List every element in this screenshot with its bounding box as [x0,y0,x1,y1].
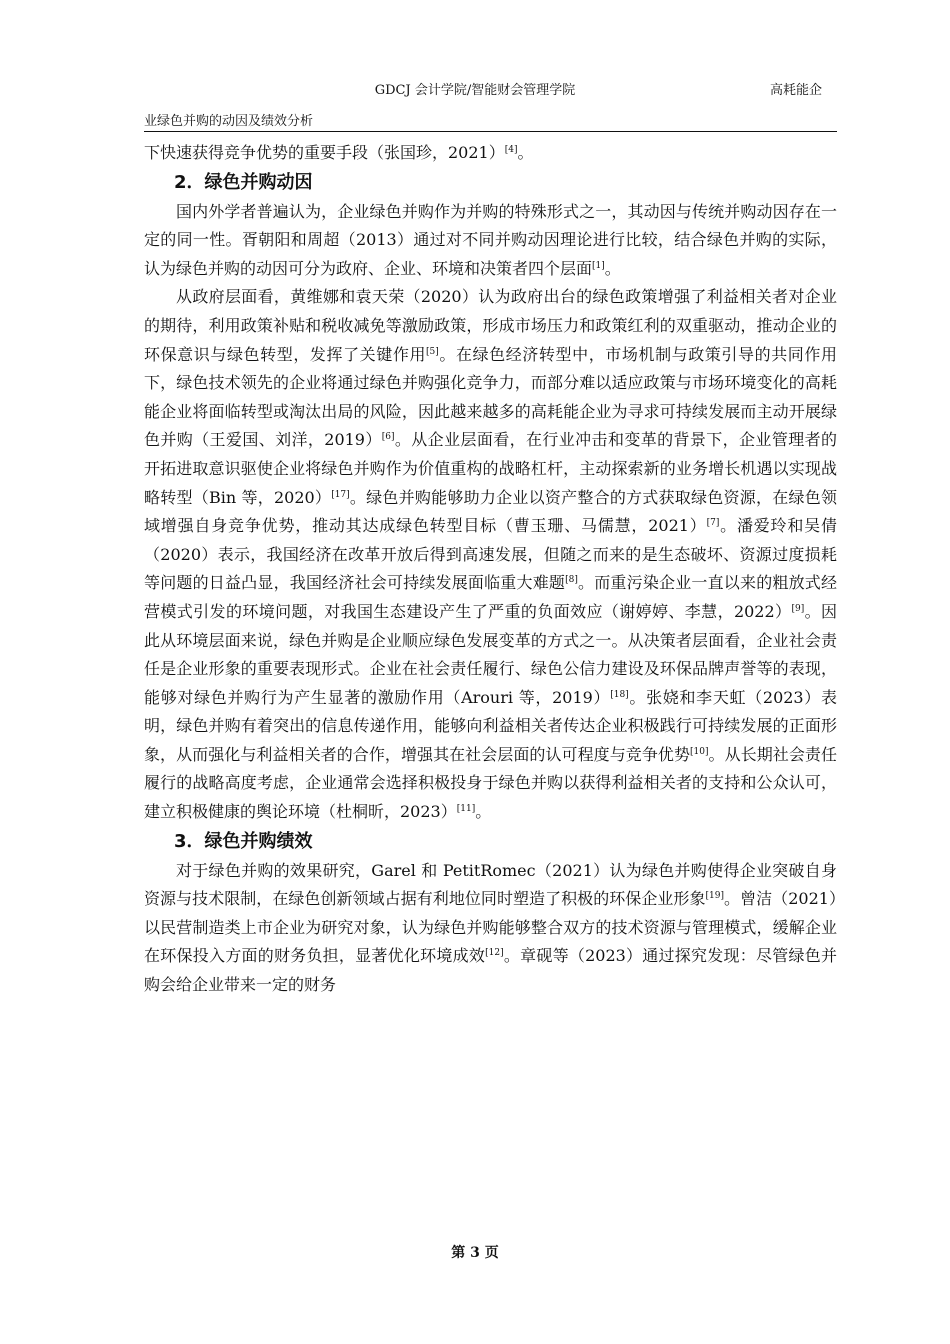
section-title: 绿色并购动因 [204,171,313,193]
text-run: 。而重污染企业一直以来的粗放式经营模式引发的环境问题，对我国生态建设产生了严重的负面效应（谢婷婷、李慧，2022） [144,573,837,621]
text-run: 对于绿色并购的效果研究，Garel 和 PetitRomec（2021）认为绿色并购使得企业突破自身资源与技术限制，在绿色创新领域占据有利地位同时塑造了积极的环保企业形象 [144,860,837,909]
text-run: 从政府层面看，黄维娜和袁天荣（2020）认为政府出台的绿色政策增强了利益相关者对企业的期待，利用政策补贴和税收减免等激励政策，形成市场压力和政策红利的双重驱动，推动企业的环保意识与绿色转型，发挥了关键作用 [144,287,837,364]
section-title: 绿色并购绩效 [204,830,313,852]
citation: [9] [791,603,805,614]
text-run: 。章砚等（2023）通过探究发现：尽管绿色并购会给企业带来一定的财务 [144,946,837,995]
citation: [12] [485,948,504,959]
text-run: 。从企业层面看，在行业冲击和变革的背景下，企业管理者的开拓进取意识驱使企业将绿色并购作为价值重构的战略杠杆，主动探索新的业务增长机遇以实现战略转型（Bin 等，2020） [144,430,837,507]
citation: [1] [592,260,605,271]
section-heading-performance [144,827,837,857]
citation: [18] [610,689,629,700]
paragraph-continued [144,139,837,168]
paragraph-motives-intro [144,198,837,284]
header-title-right: 高耗能企 [770,83,823,98]
citation: [8] [565,575,578,586]
text-run: 。张娆和李天虹（2023）表明，绿色并购有着突出的信息传递作用，能够向利益相关者传达企业积极践行可持续发展的正面形象，从而强化与利益相关者的合作，增强其在社会层面的认可程度与竞争优势 [144,687,837,764]
section-number: 2． [174,171,205,193]
citation: [7] [706,518,720,529]
citation: [4] [504,145,518,155]
header-rule [144,131,837,132]
text-run: 。 [604,258,621,278]
text-run: 下快速获得竞争优势的重要手段（张国珍，2021） [144,143,505,162]
text-run: 。从长期社会责任履行的战略高度考虑，企业通常会选择积极投身于绿色并购以获得利益相关者的支持和公众认可，建立积极健康的舆论环境（杜桐昕，2023） [144,744,837,822]
text-run: 。曾洁（2021）以民营制造类上市企业为研究对象，认为绿色并购能够整合双方的技术资源与管理模式，缓解企业在环保投入方面的财务负担，显著优化环境成效 [144,889,837,966]
header-institution: GDCJ 会计学院/智能财会管理学院 [374,83,576,98]
text-run: 。在绿色经济转型中，市场机制与政策引导的共同作用下，绿色技术领先的企业将通过绿色并购强化竞争力，而部分难以适应政策与市场环境变化的高耗能企业将面临转型或淘汰出局的风险，因此越来越多的高耗能企业为寻求可持续发展而主动开展绿色并购（王爱国、刘洋，2019） [144,344,837,450]
text-run: 。 [517,143,534,162]
citation: [10] [690,746,709,757]
text-run: 。潘爱玲和吴倩（2020）表示，我国经济在改革开放后得到高速发展，但随之而来的是生态破坏、资源过度损耗等问题的日益凸显，我国经济社会可持续发展面临重大难题 [144,516,837,593]
citation: [17] [331,489,350,500]
citation: [19] [705,891,724,902]
citation: [6] [381,432,395,443]
paragraph-motives-detail [144,283,837,826]
header-title-left: 业绿色并购的动因及绩效分析 [144,114,314,129]
text-run: 国内外学者普遍认为，企业绿色并购作为并购的特殊形式之一，其动因与传统并购动因存在一定的同一性。胥朝阳和周超（2013）通过对不同并购动因理论进行比较，结合绿色并购的实际，认为绿色并购的动因可分为政府、企业、环境和决策者四个层面 [144,201,837,278]
text-run: 。绿色并购能够助力企业以资产整合的方式获取绿色资源，在绿色领域增强自身竞争优势，推动其达成绿色转型目标（曹玉珊、马儒慧，2021） [144,487,837,536]
citation: [5] [426,346,439,357]
citation: [11] [456,804,476,815]
page-number: 第 3 页 [451,1245,499,1261]
section-number: 3． [174,830,205,852]
body-text [144,139,837,1000]
text-run: 。因此从环境层面来说，绿色并购是企业顺应绿色发展变革的方式之一。从决策者层面看，企业社会责任是企业形象的重要表现形式。企业在社会责任履行、绿色公信力建设及环保品牌声誉等的表现，能够对绿色并购行为产生显著的激励作用（Arouri 等，2019） [144,601,837,707]
paragraph-performance [144,857,837,1000]
text-run: 。 [475,802,492,822]
section-heading-motives [144,168,837,198]
